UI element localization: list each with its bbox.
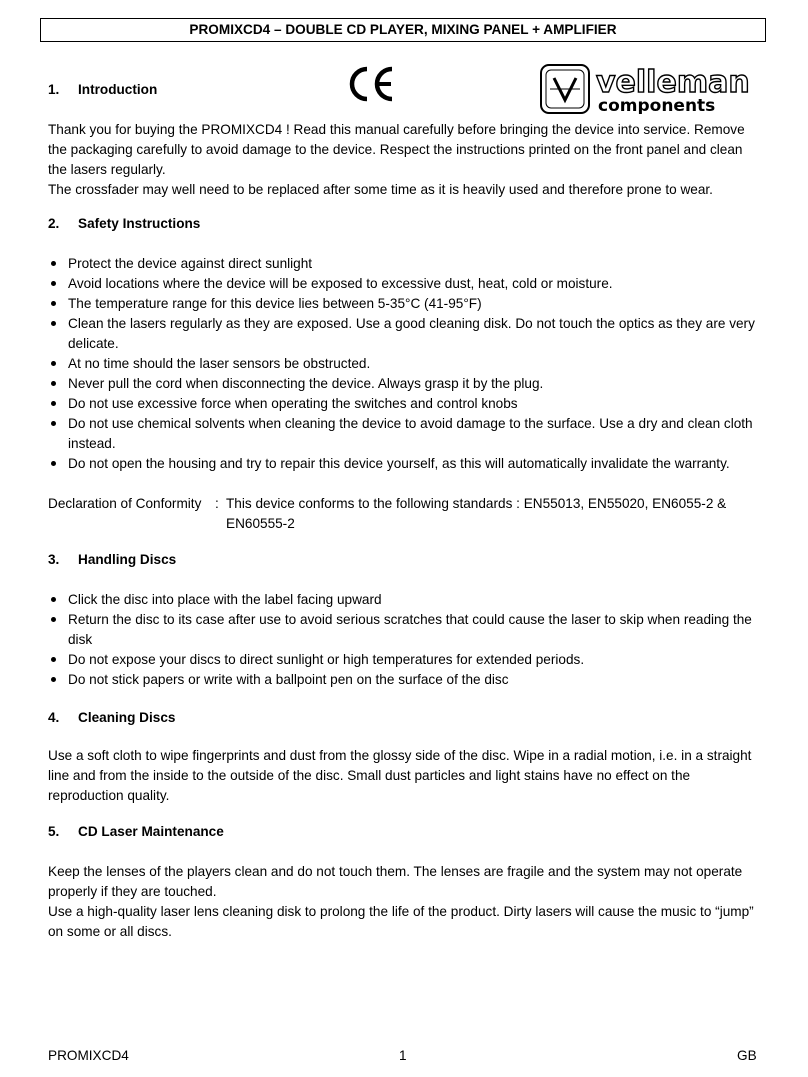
list-item: Return the disc to its case after use to avoid serious scratches that could cause the laser to skip when reading the disk bbox=[48, 610, 760, 650]
list-item: Never pull the cord when disconnecting the device. Always grasp it by the plug. bbox=[48, 374, 760, 394]
document-header: PROMIXCD4 – DOUBLE CD PLAYER, MIXING PANEL + AMPLIFIER bbox=[40, 18, 766, 42]
laser-maintenance-text: Keep the lenses of the players clean and do not touch them. The lenses are fragile and the system may not operate properly if they are touched. Use a high-quality laser lens cleaning disk to prolong the life of the product. Dirty lasers will cause the music to “jump” on some or all discs. bbox=[48, 864, 754, 939]
list-item: Protect the device against direct sunlight bbox=[48, 254, 760, 274]
list-item: The temperature range for this device lies between 5-35°C (41-95°F) bbox=[48, 294, 760, 314]
list-item: Do not use chemical solvents when cleaning the device to avoid damage to the surface. Use a dry and clean cloth instead. bbox=[48, 414, 760, 454]
list-item: Do not use excessive force when operating the switches and control knobs bbox=[48, 394, 760, 414]
cleaning-discs-text: Use a soft cloth to wipe fingerprints and dust from the glossy side of the disc. Wipe in a radial motion, i.e. in a straight line and from the inside to the outside of the disc. Small dust particles and light stains have no effect on the reproduction quality. bbox=[48, 748, 752, 803]
list-item: Clean the lasers regularly as they are exposed. Use a good cleaning disk. Do not touch the optics as they are very delicate. bbox=[48, 314, 760, 354]
page-number: 1 bbox=[399, 1048, 407, 1063]
ce-mark-icon bbox=[346, 64, 398, 104]
section-3-title: 3. Handling Discs bbox=[48, 552, 177, 567]
list-item: Avoid locations where the device will be exposed to excessive dust, heat, cold or moisture. bbox=[48, 274, 760, 294]
svg-text:components: components bbox=[598, 96, 716, 114]
velleman-logo bbox=[540, 64, 756, 114]
introduction-text: Thank you for buying the PROMIXCD4 ! Read this manual carefully before bringing the device into service. Remove the packaging carefully to avoid damage to the device. Respect the instructions printed on the front panel and clean the lasers regularly. The crossfader may well need to be replaced after some time as it is heavily used and therefore prone to wear. bbox=[48, 122, 745, 197]
footer-model: PROMIXCD4 bbox=[48, 1048, 129, 1063]
section-5-title: 5. CD Laser Maintenance bbox=[48, 824, 224, 839]
footer-language: GB bbox=[737, 1048, 757, 1063]
svg-text:velleman: velleman bbox=[596, 65, 750, 100]
list-item: Do not open the housing and try to repair this device yourself, as this will automatically invalidate the warranty. bbox=[48, 454, 760, 474]
section-4-title: 4. Cleaning Discs bbox=[48, 710, 176, 725]
list-item: Do not stick papers or write with a ballpoint pen on the surface of the disc bbox=[48, 670, 760, 690]
declaration-label: Declaration of Conformity bbox=[48, 496, 202, 511]
safety-instructions-list bbox=[48, 254, 760, 474]
declaration-colon: : bbox=[215, 496, 219, 511]
section-1-title: 1. Introduction bbox=[48, 82, 158, 97]
list-item: At no time should the laser sensors be obstructed. bbox=[48, 354, 760, 374]
declaration-text: This device conforms to the following standards : EN55013, EN55020, EN6055-2 & EN60555-2 bbox=[226, 496, 727, 531]
section-2-title: 2. Safety Instructions bbox=[48, 216, 201, 231]
list-item: Click the disc into place with the label facing upward bbox=[48, 590, 760, 610]
handling-discs-list bbox=[48, 590, 760, 690]
list-item: Do not expose your discs to direct sunlight or high temperatures for extended periods. bbox=[48, 650, 760, 670]
